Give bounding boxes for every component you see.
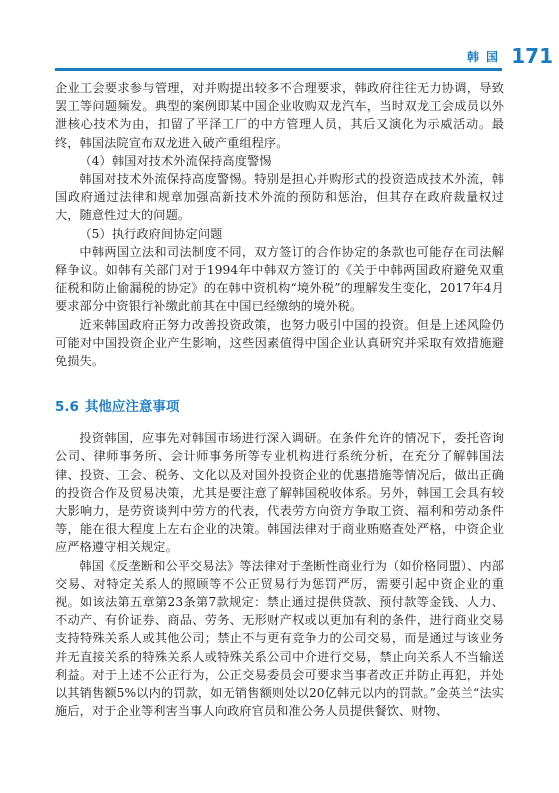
section-number: 5.6 [55, 399, 79, 416]
paragraph-antitrust-law: 韩国《反垄断和公平交易法》等法律对于垄断性商业行为（如价格同盟）、内部交易、对特定关系人的照顾等不公正贸易行为惩罚严厉，需要引起中资企业的重视。如该法第五章第23条第7款规定：禁止通过提供贷款、预付款等金钱、人力、不动产、有价证券、商品、劳务、无形财产权或以更加有利的条件，进行商业交易支持特殊关系人或其他公司；禁止不与更有竞争力的公司交易，而是通过与该业务并无直接关系的特殊关系人或特殊关系公司中介进行交易，禁止向关系人不当输送利益。对于上述不公正行为，公正交易委员会可要求当事者改正并防止再犯，并处以其销售额5%以内的罚款，如无销售额则处以20亿韩元以内的罚款。”金英兰“法实施后，对于企业等利害当事人向政府官员和准公务人员提供餐饮、财物、 [55, 558, 504, 719]
running-head-country: 韩国 [466, 50, 505, 64]
paragraph-tax-agreement: 中韩两国立法和司法制度不同，双方签订的合作协定的条款也可能存在司法解释争议。如韩有关部门对于1994年中韩双方签订的《关于中韩两国政府避免双重征税和防止偷漏税的协定》的在韩中资机构“境外税”的理解发生变化，2017年4月要求部分中资银行补缴此前其在中国已经缴纳的境外税。 [55, 244, 504, 314]
section-heading [55, 395, 504, 415]
subheading-technology-outflow: （4）韩国对技术外流保持高度警惕 [79, 153, 272, 168]
paragraph-union-issues: 企业工会要求参与管理，对并购提出较多不合理要求，韩政府往往无力协调，导致罢工等问题频发。典型的案例即某中国企业收购双龙汽车，当时双龙工会成员以外泄核心技术为由，扣留了平泽工厂的中方管理人员，其后又演化为示威活动。最终，韩国法院宣布双龙进入破产重组程序。 [55, 81, 504, 150]
paragraph-market-research: 投资韩国，应事先对韩国市场进行深入调研。在条件允许的情况下，委托咨询公司、律师事务所、会计师事务所等专业机构进行系统分析，在充分了解韩国法律、投资、工会、税务、文化以及对国外投资企业的优惠措施等情况后，做出正确的投资合作及贸易决策，尤其是要注意了解韩国税收体系。另外，韩国工会具有较大影响力，是劳资谈判中劳方的代表，代表劳方向资方争取工资、福利和劳动条件等，能在很大程度上左右企业的决策。韩国法律对于商业贿赂查处严格，中资企业应严格遵守相关规定。 [55, 431, 504, 555]
page-header [0, 44, 559, 78]
section-title: 其他应注意事项 [84, 399, 180, 416]
page-body [55, 79, 504, 721]
subheading-intergovernmental-agreements: （5）执行政府间协定问题 [79, 226, 223, 241]
page-number: 171 [511, 44, 553, 68]
paragraph-technology-outflow: 韩国对技术外流保持高度警惕。特别是担心并购形式的投资造成技术外流，韩国政府通过法律和规章加强高新技术外流的预防和惩治，但其存在政府裁量权过大，随意性过大的问题。 [55, 172, 504, 223]
header-rule [55, 68, 502, 71]
paragraph-investment-policy: 近来韩国政府正努力改善投资政策，也努力吸引中国的投资。但是上述风险仍可能对中国投资企业产生影响，这些因素值得中国企业认真研究并采取有效措施避免损失。 [55, 317, 504, 369]
